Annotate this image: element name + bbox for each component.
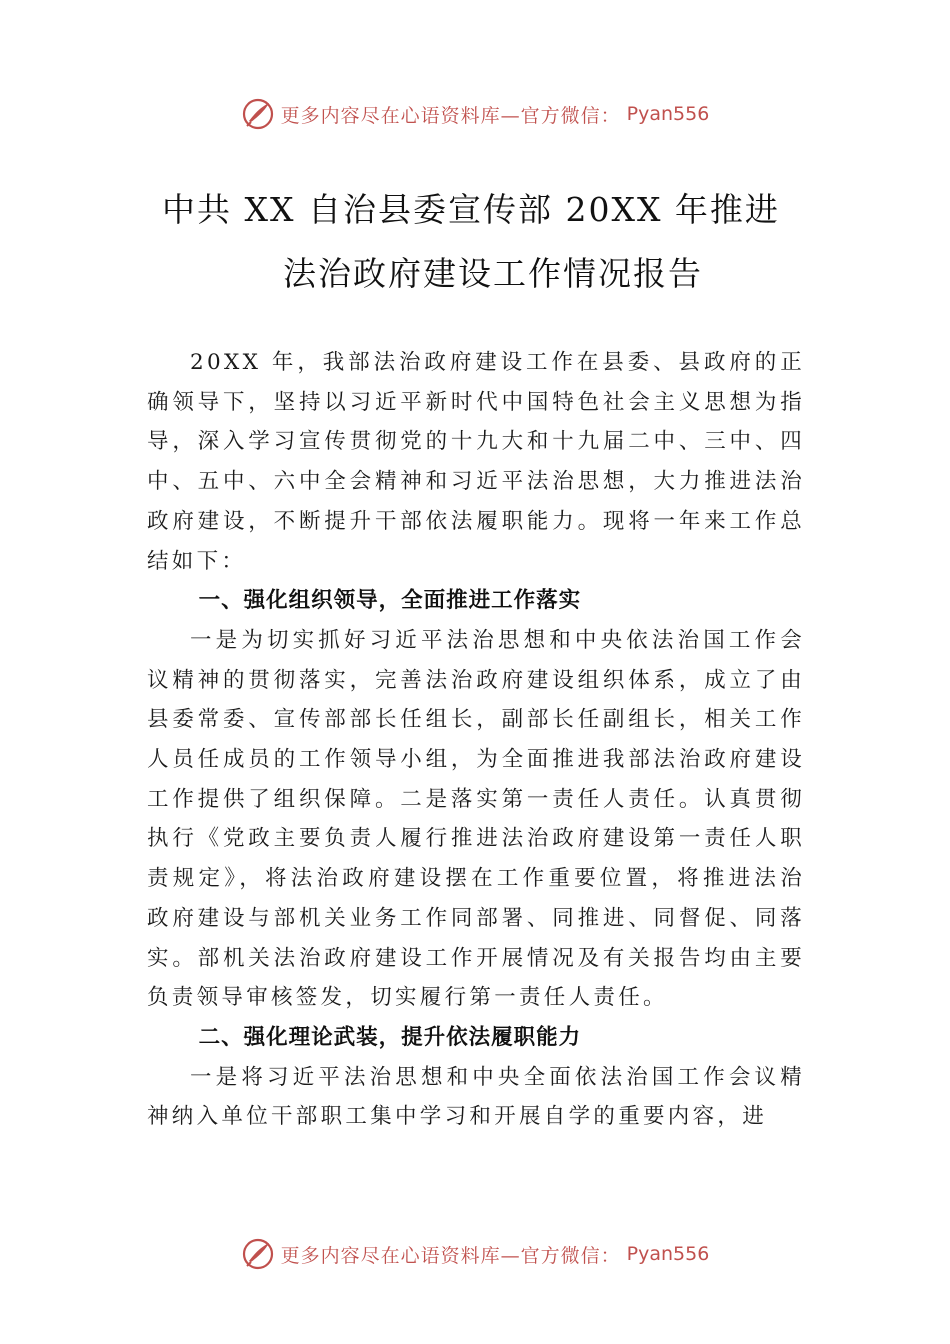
section-1-paragraph: 一是为切实抓好习近平法治思想和中央依法治国工作会议精神的贯彻落实，完善法治政府建设组织体系，成立了由县委常委、宣传部部长任组长，副部长任副组长，相关工作人员任成员的工作领导小组，为全面推进我部法治政府建设工作提供了组织保障。二是落实第一责任人责任。认真贯彻执行《党政主要负责人履行推进法治政府建设第一责任人职责规定》，将法治政府建设摆在工作重要位置，将推进法治政府建设与部机关业务工作同部署、同推进、同督促、同落实。部机关法治政府建设工作开展情况及有关报告均由主要负责领导审核签发，切实履行第一责任人责任。 [147, 627, 805, 1011]
banner-text: 更多内容尽在心语资料库—官方微信： [280, 104, 621, 127]
document-body [147, 343, 805, 1137]
quill-seal-icon [241, 97, 275, 131]
banner-wechat-id: Pyan556 [626, 103, 710, 125]
section-2-paragraph: 一是将习近平法治思想和中央全面依法治国工作会议精神纳入单位干部职工集中学习和开展自学的重要内容，进 [147, 1064, 805, 1130]
banner-text: 更多内容尽在心语资料库—官方微信： [280, 1244, 621, 1267]
footer-watermark-banner [0, 1232, 950, 1276]
section-heading-2: 二、强化理论武装，提升依法履职能力 [198, 1024, 582, 1050]
document-title-line-1: 中共 XX 自治县委宣传部 20XX 年推进 [162, 190, 780, 229]
document-title-line-2: 法治政府建设工作情况报告 [283, 254, 703, 293]
header-watermark-banner [0, 92, 950, 136]
intro-paragraph: 20XX 年，我部法治政府建设工作在县委、县政府的正确领导下，坚持以习近平新时代中国特色社会主义思想为指导，深入学习宣传贯彻党的十九大和十九届二中、三中、四中、五中、六中全会精神和习近平法治思想，大力推进法治政府建设，不断提升干部依法履职能力。现将一年来工作总结如下： [147, 350, 805, 574]
quill-seal-icon [241, 1237, 275, 1271]
section-heading-1: 一、强化组织领导，全面推进工作落实 [198, 588, 582, 614]
banner-wechat-id: Pyan556 [626, 1243, 710, 1265]
